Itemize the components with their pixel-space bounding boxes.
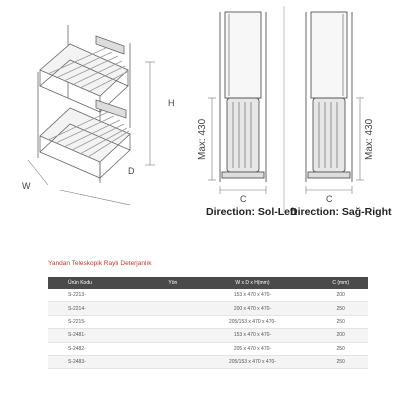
depth-dim-label: D: [128, 166, 135, 176]
table-row: [48, 289, 368, 302]
cell-c-mm: 250: [313, 315, 368, 328]
header-dimensions: W x D x H(mm): [192, 277, 314, 289]
cell-product-code: S-2213-: [48, 289, 154, 302]
right-direction-label: Direction: Sağ-Right: [290, 206, 392, 218]
left-max-height-label: Max: 430: [197, 118, 208, 160]
table-row: [48, 342, 368, 355]
table-row: [48, 329, 368, 342]
cell-dimensions: 205 x 470 x 470-: [192, 342, 314, 355]
cell-c-mm: 250: [313, 355, 368, 368]
table-title: Yandan Teleskopik Raylı Deterjanlık: [48, 260, 152, 267]
cell-dimensions: 205/153 x 470 x 470-: [192, 355, 314, 368]
product-spec-table: [48, 277, 368, 369]
basket-illustration: [38, 25, 130, 183]
cell-c-mm: 200: [313, 289, 368, 302]
header-product-code: Ürün Kodu: [48, 277, 154, 289]
cell-direction: [154, 329, 191, 342]
left-width-label: C: [240, 194, 247, 204]
left-elevation-view: [208, 12, 266, 194]
table-row: [48, 315, 368, 328]
cell-direction: [154, 342, 191, 355]
right-elevation-view: [306, 12, 364, 194]
cell-direction: [154, 315, 191, 328]
cell-product-code: S-2481-: [48, 329, 154, 342]
cell-dimensions: 153 x 470 x 470-: [192, 329, 314, 342]
right-max-height-label: Max: 430: [364, 118, 375, 160]
cell-c-mm: 250: [313, 302, 368, 315]
height-dim-label: H: [168, 98, 175, 108]
table-row: [48, 302, 368, 315]
cell-product-code: S-2215-: [48, 315, 154, 328]
cell-product-code: S-2214-: [48, 302, 154, 315]
cell-dimensions: 153 x 470 x 470-: [192, 289, 314, 302]
cell-product-code: S-2482-: [48, 342, 154, 355]
cell-dimensions: 205/153 x 470 x 470-: [192, 315, 314, 328]
header-direction: Yön: [154, 277, 191, 289]
left-direction-label: Direction: Sol-Left: [206, 206, 297, 218]
right-width-label: C: [326, 194, 333, 204]
cell-c-mm: 200: [313, 329, 368, 342]
cell-direction: [154, 355, 191, 368]
width-dim-label: W: [22, 181, 31, 191]
cell-c-mm: 250: [313, 342, 368, 355]
cell-product-code: S-2483-: [48, 355, 154, 368]
table-row: [48, 355, 368, 368]
table-header-row: [48, 277, 368, 289]
header-c-mm: C (mm): [313, 277, 368, 289]
cell-dimensions: 200 x 470 x 470-: [192, 302, 314, 315]
cell-direction: [154, 302, 191, 315]
cell-direction: [154, 289, 191, 302]
